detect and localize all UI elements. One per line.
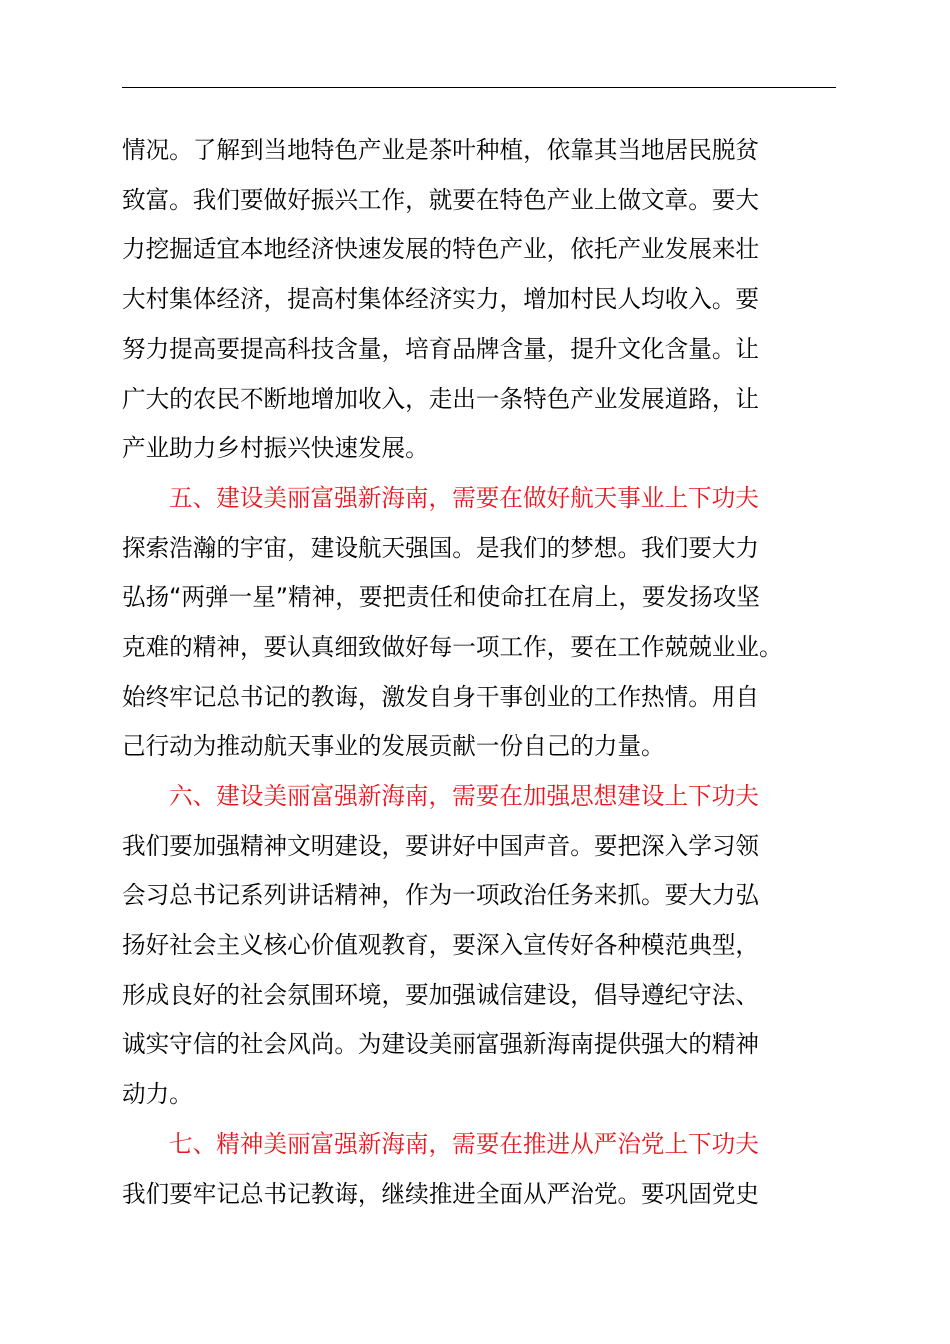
body-line: 大村集体经济，提高村集体经济实力，增加村民人均收入。要 xyxy=(122,285,760,313)
body-line: 诚实守信的社会风尚。为建设美丽富强新海南提供强大的精神 xyxy=(122,1030,760,1058)
body-line: 克难的精神，要认真细致做好每一项工作，要在工作兢兢业业。 xyxy=(122,633,783,661)
body-line: 情况。了解到当地特色产业是茶叶种植，依靠其当地居民脱贫 xyxy=(122,136,760,164)
body-line: 会习总书记系列讲话精神，作为一项政治任务来抓。要大力弘 xyxy=(122,881,760,909)
body-line: 始终牢记总书记的教诲，激发自身干事创业的工作热情。用自 xyxy=(122,683,760,711)
section-heading-6: 六、建设美丽富强新海南，需要在加强思想建设上下功夫 xyxy=(169,782,759,810)
body-line: 探索浩瀚的宇宙，建设航天强国。是我们的梦想。我们要大力 xyxy=(122,534,760,562)
section-heading-5: 五、建设美丽富强新海南，需要在做好航天事业上下功夫 xyxy=(169,484,759,512)
body-line: 扬好社会主义核心价值观教育，要深入宣传好各种模范典型， xyxy=(122,931,760,959)
body-line: 形成良好的社会氛围环境，要加强诚信建设，倡导遵纪守法、 xyxy=(122,981,760,1009)
body-line: 我们要牢记总书记教诲，继续推进全面从严治党。要巩固党史 xyxy=(122,1180,760,1208)
body-line: 动力。 xyxy=(122,1080,193,1108)
body-line: 弘扬“两弹一星”精神，要把责任和使命扛在肩上，要发扬攻坚 xyxy=(122,583,760,611)
body-line: 致富。我们要做好振兴工作，就要在特色产业上做文章。要大 xyxy=(122,186,760,214)
body-line: 己行动为推动航天事业的发展贡献一份自己的力量。 xyxy=(122,732,665,760)
section-heading-7: 七、精神美丽富强新海南，需要在推进从严治党上下功夫 xyxy=(169,1130,759,1158)
body-line: 广大的农民不断地增加收入，走出一条特色产业发展道路，让 xyxy=(122,385,760,413)
header-rule xyxy=(122,87,836,88)
body-line: 努力提高要提高科技含量，培育品牌含量，提升文化含量。让 xyxy=(122,335,760,363)
body-line: 我们要加强精神文明建设，要讲好中国声音。要把深入学习领 xyxy=(122,832,760,860)
body-line: 力挖掘适宜本地经济快速发展的特色产业，依托产业发展来壮 xyxy=(122,235,760,263)
body-line: 产业助力乡村振兴快速发展。 xyxy=(122,434,429,462)
